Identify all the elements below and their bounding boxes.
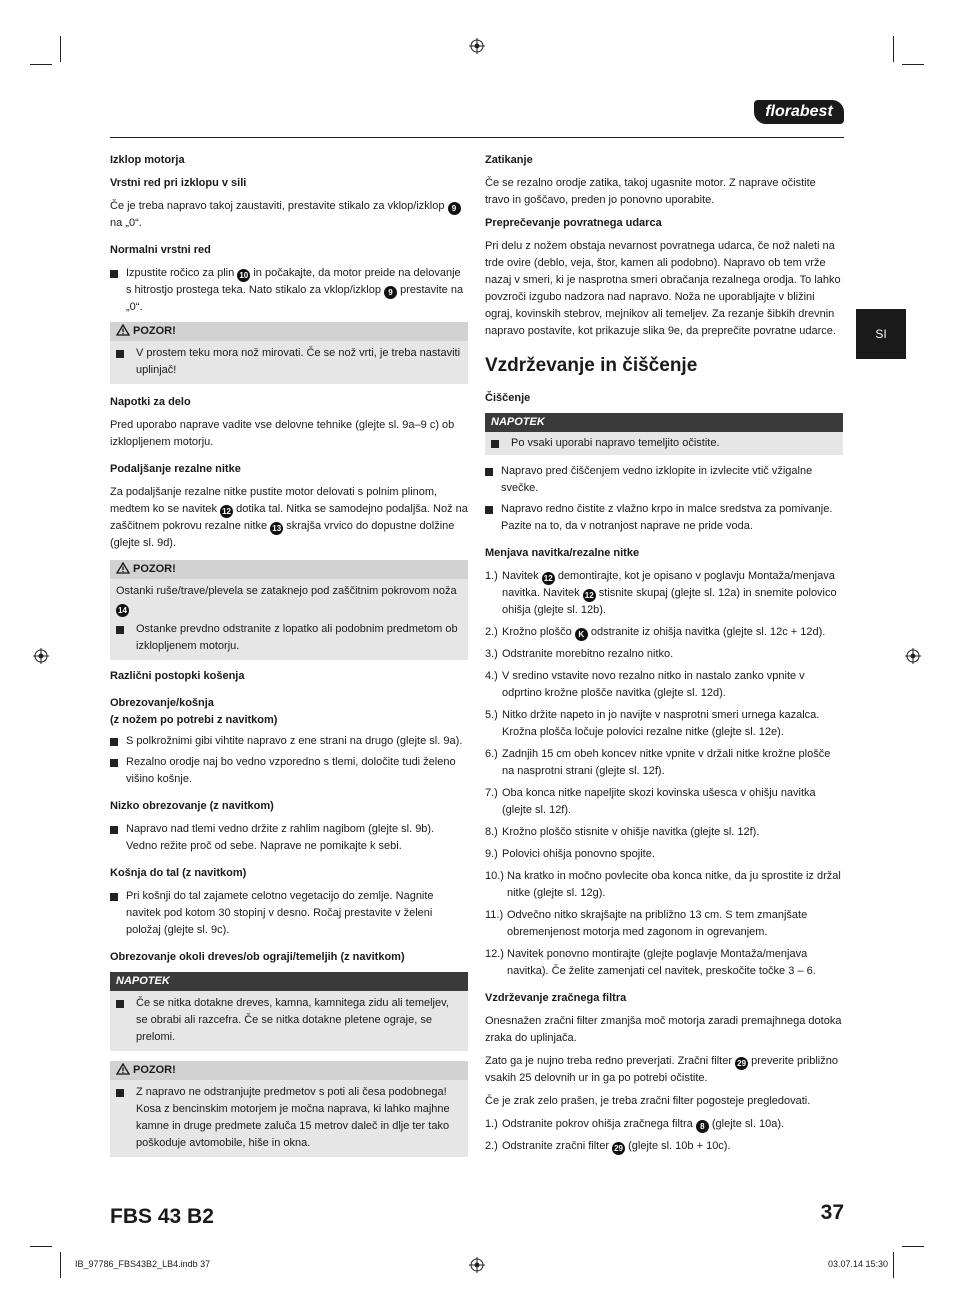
section-title: Vzdrževanje in čiščenje: [485, 355, 698, 376]
language-tab: [856, 309, 906, 359]
ref-12-icon: 12: [542, 572, 555, 585]
note-box: [110, 972, 468, 1051]
subheading: Vrstni red pri izklopu v sili: [110, 177, 247, 189]
ref-9-icon: 9: [384, 286, 397, 299]
crop-mark: [60, 36, 61, 62]
list-item: Pri košnji do tal zajamete celotno vegetacijo do zemlje. Nagnite navitek pod kotom 30 stopinj v desno. Ročaj prestavite v želeni položaj (glejte sl. 9c).: [110, 888, 468, 939]
warning-box: [110, 1061, 468, 1157]
warning-triangle-icon: [116, 562, 130, 574]
list-item: 2.) Odstranite zračni filter 29 (glejte sl. 10b + 10c).: [485, 1140, 731, 1153]
ref-12-icon: 12: [583, 589, 596, 602]
list-item: 9.) Polovici ohišja ponovno spojite.: [485, 848, 655, 860]
ref-29-icon: 29: [612, 1142, 625, 1155]
paragraph: Ostanki ruše/trave/plevela se zataknejo pod zaščitnim pokrovom noža 14: [116, 585, 457, 615]
warning-box: [110, 322, 468, 384]
right-column: [485, 152, 843, 1160]
list-item: 11.) Odvečno nitko skrajšajte na približno 13 cm. S tem zmanjšate obremenjenost motorja med zagonom in ogrevanjem.: [485, 909, 808, 938]
crop-mark: [893, 36, 894, 62]
paragraph: Pred uporabo naprave vadite vse delovne tehnike (glejte sl. 9a–9 c) ob izklopljenem motorju.: [110, 419, 455, 448]
paragraph: Zato ga je nujno treba redno preverjati. Zračni filter 29 preverite približno vsakih 25 delovnih ur in ga po potrebi očistite.: [485, 1055, 838, 1084]
list-item: 12.) Navitek ponovno montirajte (glejte poglavje Montaža/menjava navitka). Če želite zamenjati cel navitek, preskočite točke 3 – 6.: [485, 948, 816, 977]
heading: Zatikanje: [485, 154, 533, 166]
list-item: V prostem teku mora nož mirovati. Če se nož vrti, je treba nastaviti uplinjač!: [116, 345, 462, 379]
language-tab-label: SI: [875, 327, 887, 341]
heading: Podaljšanje rezalne nitke: [110, 463, 241, 475]
heading: Čiščenje: [485, 392, 531, 404]
list-item: S polkrožnimi gibi vihtite napravo z ene strani na drugo (glejte sl. 9a).: [110, 733, 468, 750]
paragraph: Če se rezalno orodje zatika, takoj ugasnite motor. Z naprave očistite travo in goščavo, preden jo ponovno uporabite.: [485, 177, 816, 206]
list-item: 5.) Nitko držite napeto in jo navijte v nasprotni smeri urnega kazalca. Krožna plošča ločuje polovici rezalne nitke (glejte sl. 12e).: [485, 709, 820, 738]
list-item: 8.) Krožno ploščo stisnite v ohišje navitka (glejte sl. 12f).: [485, 826, 760, 838]
left-column: [110, 152, 468, 1165]
subheading: Obrezovanje/košnja (z nožem po potrebi z navitkom): [110, 697, 278, 726]
registration-mark-icon: [469, 38, 485, 54]
paragraph: Za podaljšanje rezalne nitke pustite motor delovati s polnim plinom, medtem ko se navitek 12 dotika tal. Nitka se samodejno podaljša. Nož na zaščitnem pokrovu rezalne nitke 13 skrajša vrvico do dopustne dolžine (glejte sl. 9d).: [110, 486, 468, 549]
ref-13-icon: 13: [270, 522, 283, 535]
list-item: 7.) Oba konca nitke napeljite skozi kovinska ušesca v ohišju navitka (glejte sl. 12f).: [485, 787, 816, 816]
warning-box-header: POZOR!: [110, 1061, 468, 1080]
ref-12-icon: 12: [220, 505, 233, 518]
footer-file: IB_97786_FBS43B2_LB4.indb 37: [75, 1259, 211, 1269]
subheading: Košnja do tal (z navitkom): [110, 867, 247, 879]
crop-mark: [60, 1252, 61, 1278]
subheading: Normalni vrstni red: [110, 244, 211, 256]
paragraph: Če je zrak zelo prašen, je treba zračni filter pogosteje pregledovati.: [485, 1095, 811, 1107]
warning-triangle-icon: [116, 324, 130, 336]
model-name: FBS 43 B2: [110, 1205, 214, 1228]
ref-8-icon: 8: [696, 1120, 709, 1133]
subheading: Obrezovanje okoli dreves/ob ograji/temeljih (z navitkom): [110, 951, 405, 963]
paragraph: Če je treba napravo takoj zaustaviti, prestavite stikalo za vklop/izklop 9 na „0“.: [110, 198, 468, 232]
paragraph: Pri delu z nožem obstaja nevarnost povratnega udarca, če nož naleti na trde ovire (deblo, veja, štor, kamen ali podobno). Napravo ob tem vrže nazaj v smeri, ki je nasprotna smeri obračanja rezalnega orodja. To lahko povzroči izgubo nadzora nad napravo. Noža ne uporabljajte v bližini ograj, kovinskih stebrov, mejnikov ali temeljev. Za rezanje šibkih drevnin napravo postavite, kot prikazuje slika 9e, da preprečite povratne udarce.: [485, 240, 841, 337]
paragraph: Onesnažen zračni filter zmanjša moč motorja zaradi premajhnega dotoka zraka do uplinjača.: [485, 1015, 842, 1044]
crop-mark: [902, 64, 924, 65]
subheading: Nizko obrezovanje (z navitkom): [110, 800, 274, 812]
heading: Preprečevanje povratnega udarca: [485, 217, 662, 229]
ref-9-icon: 9: [448, 202, 461, 215]
crop-mark: [893, 1252, 894, 1278]
list-item: Napravo pred čiščenjem vedno izklopite in izvlecite vtič vžigalne svečke.: [485, 463, 843, 497]
list-item: 3.) Odstranite morebitno rezalno nitko.: [485, 648, 674, 660]
heading: Napotki za delo: [110, 396, 191, 408]
heading: Izklop motorja: [110, 154, 185, 166]
warning-box-header: POZOR!: [110, 322, 468, 341]
list-item: Izpustite ročico za plin 10 in počakajte, da motor preide na delovanje s hitrostjo prostega teka. Nato stikalo za vklop/izklop 9 prestavite na „0“.: [110, 265, 468, 316]
header-rule: [110, 137, 844, 138]
list-item: 1.) Navitek 12 demontirajte, kot je opisano v poglavju Montaža/menjava navitka. Navitek 12 stisnite skupaj (glejte sl. 12a) in snemite polovico ohišja (glejte sl. 12b).: [485, 570, 837, 616]
list-item: 4.) V sredino vstavite novo rezalno nitko in nastalo zanko vpnite v odprtino krožne plošče navitka (glejte sl. 12d).: [485, 670, 805, 699]
crop-mark: [30, 64, 52, 65]
warning-box: [110, 560, 468, 660]
list-item: Napravo nad tlemi vedno držite z rahlim nagibom (glejte sl. 9b). Vedno režite proč od sebe. Naprave ne pomikajte k sebi.: [110, 821, 468, 855]
list-item: 2.) Krožno ploščo K odstranite iz ohišja navitka (glejte sl. 12c + 12d).: [485, 626, 826, 639]
list-item: Rezalno orodje naj bo vedno vzporedno s tlemi, določite tudi želeno višino košnje.: [110, 754, 468, 788]
brand-logo-text: florabest: [765, 103, 833, 120]
note-box-header: NAPOTEK: [485, 413, 843, 432]
ref-29-icon: 29: [735, 1057, 748, 1070]
list-item: 10.) Na kratko in močno povlecite oba konca nitke, da ju sprostite iz držal nitke (glejte sl. 12g).: [485, 870, 841, 899]
ref-10-icon: 10: [237, 269, 250, 282]
list-item: 1.) Odstranite pokrov ohišja zračnega filtra 8 (glejte sl. 10a).: [485, 1118, 785, 1131]
heading: Menjava navitka/rezalne nitke: [485, 547, 640, 559]
footer-date: 03.07.14 15:30: [827, 1259, 888, 1269]
list-item: Z napravo ne odstranjujte predmetov s poti ali česa podobnega! Kosa z bencinskim motorjem je močna naprava, ki lahko majhne kamne in druge predmete zaluča 15 metrov daleč in dlje ter tako poškoduje avtomobile, hiše in okna.: [116, 1084, 462, 1152]
ref-14-icon: 14: [116, 604, 129, 617]
ref-k-icon: K: [575, 628, 588, 641]
crop-mark: [902, 1246, 924, 1247]
registration-mark-icon: [469, 1257, 485, 1273]
warning-triangle-icon: [116, 1063, 130, 1075]
page-number: 37: [820, 1201, 844, 1224]
list-item: Če se nitka dotakne dreves, kamna, kamnitega zidu ali temeljev, se obrabi ali razcefra. Če se nitka dotakne pletene ograje, se prelomi.: [116, 995, 462, 1046]
list-item: Ostanke prevdno odstranite z lopatko ali podobnim predmetom ob izklopljenem motorju.: [116, 621, 462, 655]
list-item: 6.) Zadnjih 15 cm obeh koncev nitke vpnite v držali nitke krožne plošče na nasprotni strani (glejte sl. 12f).: [485, 748, 831, 777]
heading: Različni postopki košenja: [110, 670, 245, 682]
list-item: Napravo redno čistite z vlažno krpo in malce sredstva za pomivanje. Pazite na to, da v notranjost naprave ne pride voda.: [485, 501, 843, 535]
crop-mark: [30, 1246, 52, 1247]
registration-mark-icon: [905, 648, 921, 664]
registration-mark-icon: [33, 648, 49, 664]
warning-box-header: POZOR!: [110, 560, 468, 579]
brand-logo: [754, 100, 844, 124]
list-item: Po vsaki uporabi napravo temeljito očistite.: [491, 435, 837, 452]
heading: Vzdrževanje zračnega filtra: [485, 992, 627, 1004]
note-box: [485, 413, 843, 455]
note-box-header: NAPOTEK: [110, 972, 468, 991]
